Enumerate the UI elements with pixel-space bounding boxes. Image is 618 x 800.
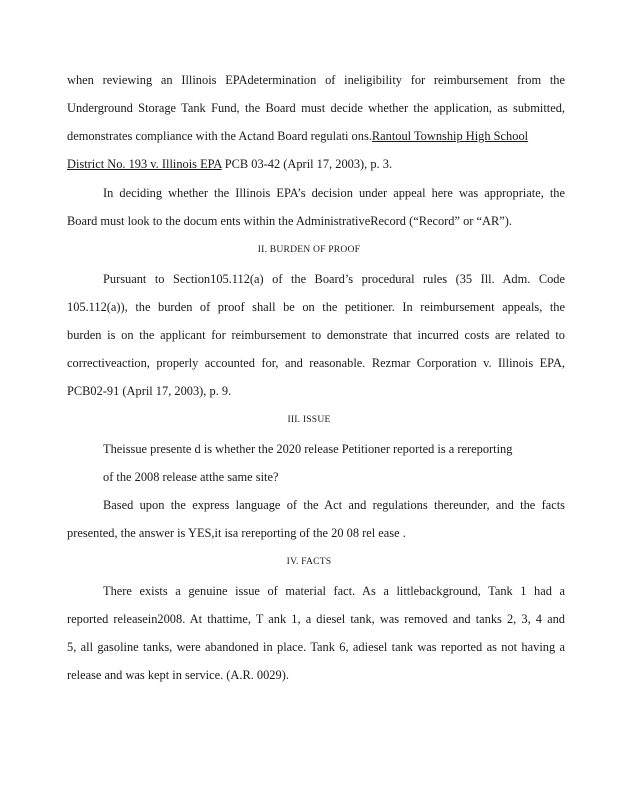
body-line: release and was kept in service. (A.R. 0029). bbox=[67, 668, 289, 682]
body-text: demonstrates compliance with the Actand Board regulati ons. bbox=[67, 129, 372, 143]
case-citation-name: Rantoul Township High School bbox=[371, 129, 529, 143]
case-citation-detail: PCB 03-42 (April 17, 2003), p. 3. bbox=[221, 157, 393, 171]
body-line: There exists a genuine issue of material fact. As a littlebackground, Tank 1 had a bbox=[103, 584, 565, 598]
body-line-with-citation bbox=[67, 128, 565, 144]
issue-line: Theissue presente d is whether the 2020 release Petitioner reported is a rereporting bbox=[103, 442, 513, 456]
section-heading-issue: III. ISSUE bbox=[287, 414, 331, 425]
body-line: Pursuant to Section105.112(a) of the Board’s procedural rules (35 Ill. Adm. Code bbox=[103, 272, 565, 286]
answer-line: Based upon the express language of the Act and regulations thereunder, and the facts bbox=[103, 498, 565, 512]
body-line: Board must look to the docum ents within the AdministrativeRecord (“Record” or “AR”). bbox=[67, 214, 512, 228]
body-line: 5, all gasoline tanks, were abandoned in place. Tank 6, adiesel tank was reported as not having a bbox=[67, 640, 565, 654]
section-heading-facts: IV. FACTS bbox=[286, 556, 332, 567]
body-line: burden is on the applicant for reimbursement to demonstrate that incurred costs are related to bbox=[67, 328, 565, 342]
body-line: PCB02-91 (April 17, 2003), p. 9. bbox=[67, 384, 232, 398]
answer-line: presented, the answer is YES,it isa rereporting of the 20 08 rel ease . bbox=[67, 526, 406, 540]
case-citation-name: District No. 193 v. Illinois EPA bbox=[67, 157, 222, 171]
body-line: reported releasein2008. At thattime, T ank 1, a diesel tank, was removed and tanks 2, 3, 4 and bbox=[67, 612, 565, 626]
section-heading-burden: II. BURDEN OF PROOF bbox=[257, 244, 361, 255]
issue-line: of the 2008 release atthe same site? bbox=[103, 470, 279, 484]
body-line: when reviewing an Illinois EPAdetermination of ineligibility for reimbursement from the bbox=[67, 73, 565, 87]
body-line: Underground Storage Tank Fund, the Board must decide whether the application, as submitted, bbox=[67, 101, 565, 115]
body-line: 105.112(a)), the burden of proof shall be on the petitioner. In reimbursement appeals, the bbox=[67, 300, 565, 314]
body-line: correctiveaction, properly accounted for, and reasonable. Rezmar Corporation v. Illinois EPA, bbox=[67, 356, 565, 370]
body-line-with-citation bbox=[67, 156, 565, 172]
body-line: In deciding whether the Illinois EPA’s decision under appeal here was appropriate, the bbox=[103, 186, 565, 200]
